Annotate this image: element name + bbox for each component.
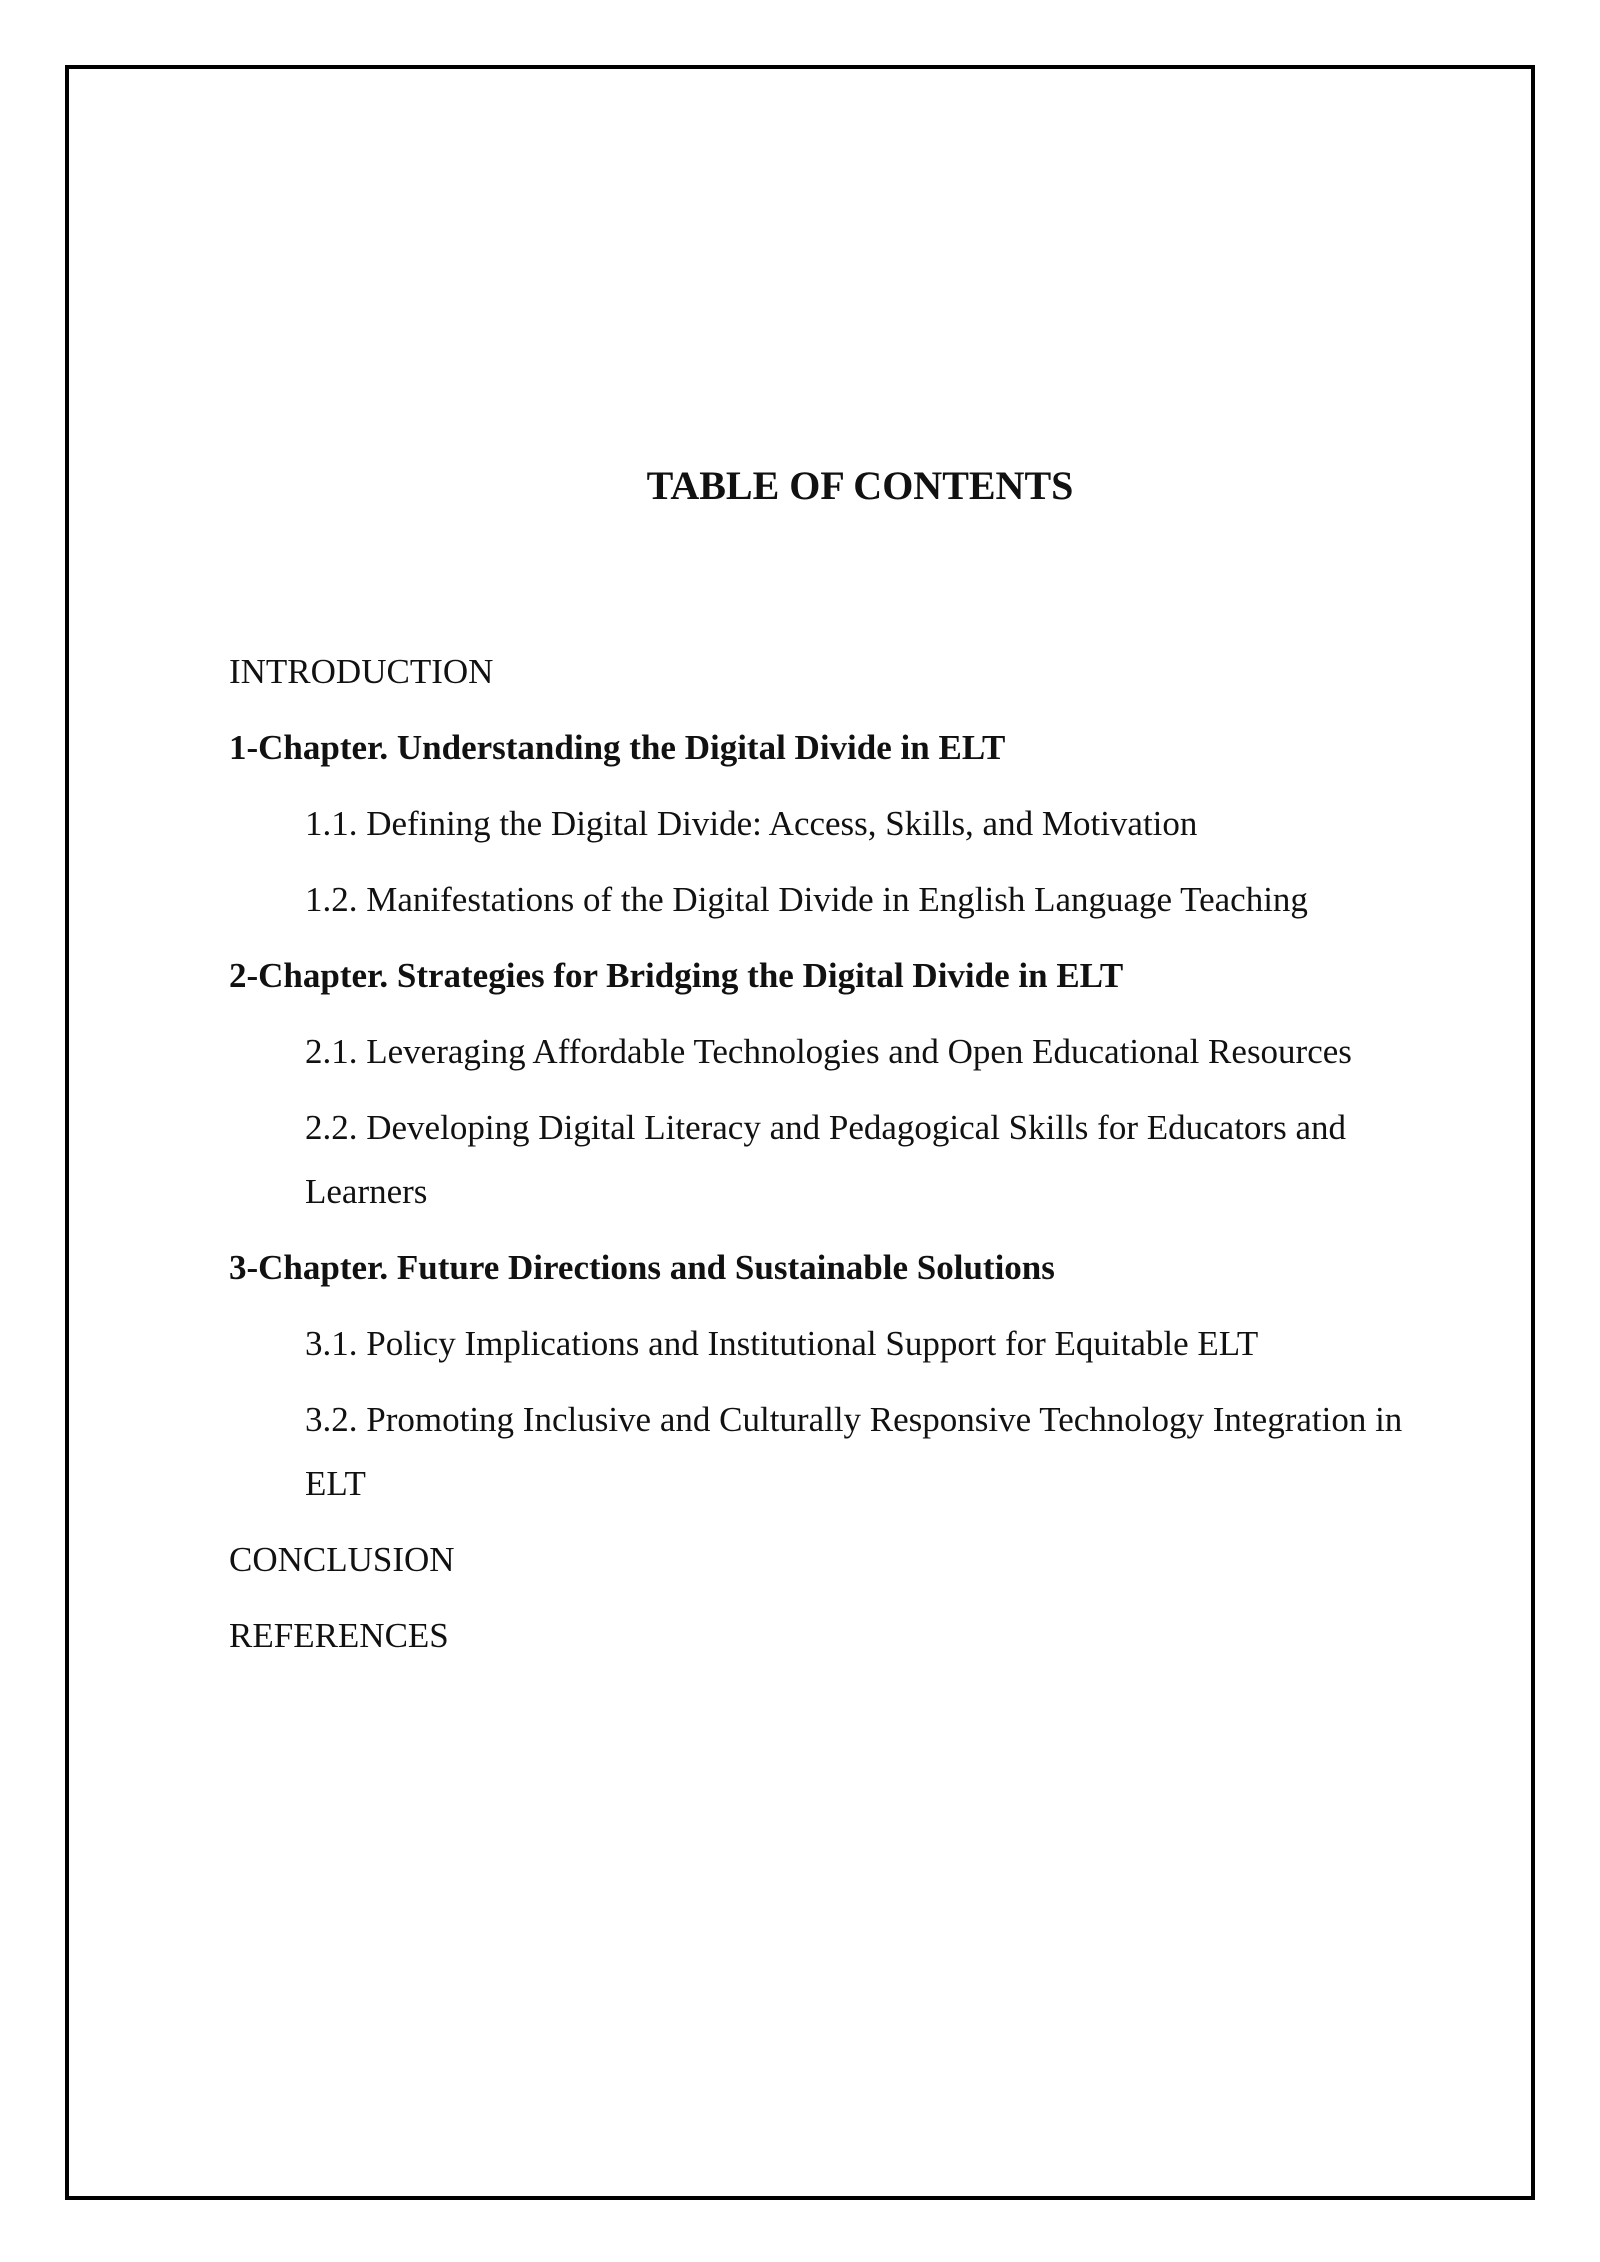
page-title: TABLE OF CONTENTS	[646, 463, 1074, 508]
toc-chapter-3: 3-Chapter. Future Directions and Sustainable Solutions	[229, 1248, 1055, 1287]
toc-list	[229, 640, 1469, 1680]
toc-section-2-1: 2.1. Leveraging Affordable Technologies and Open Educational Resources	[305, 1032, 1352, 1071]
toc-chapter-1: 1-Chapter. Understanding the Digital Divide in ELT	[229, 728, 1006, 767]
toc-entry-references: REFERENCES	[229, 1616, 449, 1655]
toc-section-3-2: 3.2. Promoting Inclusive and Culturally Responsive Technology Integration in ELT	[305, 1400, 1403, 1503]
toc-section-3-1: 3.1. Policy Implications and Institutional Support for Equitable ELT	[305, 1324, 1259, 1363]
toc-chapter-2: 2-Chapter. Strategies for Bridging the Digital Divide in ELT	[229, 956, 1124, 995]
toc-section-1-1: 1.1. Defining the Digital Divide: Access, Skills, and Motivation	[305, 804, 1198, 843]
toc-section-1-2: 1.2. Manifestations of the Digital Divide in English Language Teaching	[305, 880, 1308, 919]
toc-entry-introduction: INTRODUCTION	[229, 652, 494, 691]
toc-entry-conclusion: CONCLUSION	[229, 1540, 455, 1579]
toc-section-2-2: 2.2. Developing Digital Literacy and Pedagogical Skills for Educators and Learners	[305, 1108, 1346, 1211]
